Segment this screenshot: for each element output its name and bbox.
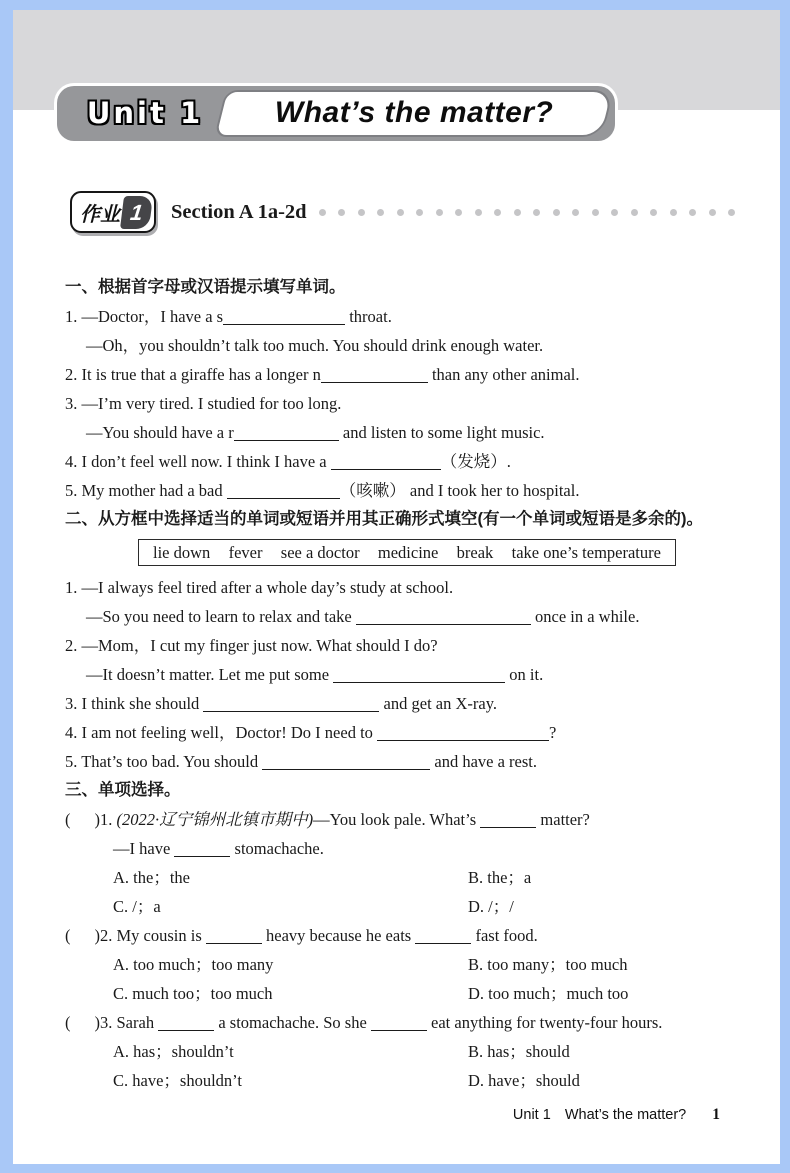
- blank-underline: [158, 1016, 214, 1031]
- exercise-line: [65, 331, 773, 360]
- exercise-line: [65, 1008, 773, 1037]
- exercise-line: [65, 476, 773, 505]
- exercise-line: [65, 389, 773, 418]
- line-text: 3. —I’m very tired. I studied for too long.: [65, 394, 342, 413]
- line-text: than any other animal.: [427, 365, 580, 384]
- options-grid: [113, 1037, 773, 1095]
- word-box-item: see a doctor: [280, 542, 360, 562]
- worksheet-page: [13, 10, 780, 1164]
- line-text: throat.: [345, 307, 392, 326]
- line-text: (: [65, 810, 71, 829]
- line-text: —You look pale. What’s: [313, 810, 481, 829]
- dot: [553, 209, 560, 216]
- line-text: 4. I don’t feel well now. I think I have a: [65, 452, 331, 471]
- dot: [514, 209, 521, 216]
- line-text: （咳嗽） and I took her to hospital.: [339, 481, 580, 500]
- line-text: and listen to some light music.: [338, 423, 545, 442]
- homework-badge-label: 作业: [80, 203, 120, 226]
- dot: [572, 209, 579, 216]
- dot: [670, 209, 677, 216]
- word-box-item: medicine: [377, 542, 439, 562]
- option-cell: C. have；shouldn’t: [113, 1071, 242, 1090]
- blank-underline: [223, 310, 345, 325]
- word-box-item: take one’s temperature: [511, 542, 661, 562]
- options-grid: [113, 950, 773, 1008]
- dot: [592, 209, 599, 216]
- word-box-item: fever: [228, 542, 263, 562]
- exercise-heading: 三、单项选择。: [65, 781, 181, 799]
- line-text: —I have: [113, 839, 175, 858]
- line-text: stomachache.: [230, 839, 324, 858]
- page-footer: [513, 1106, 720, 1124]
- line-text: (: [65, 926, 71, 945]
- blank-underline: [234, 426, 339, 441]
- blank-underline: [333, 668, 505, 683]
- choice-bracket-gap: [71, 940, 95, 941]
- footer-page-number: 1: [712, 1106, 720, 1123]
- dot: [475, 209, 482, 216]
- option-cell: B. has；should: [468, 1042, 570, 1061]
- footer-title: What’s the matter?: [564, 1107, 687, 1123]
- line-text: matter?: [536, 810, 590, 829]
- blank-underline: [227, 484, 340, 499]
- option-cell: A. has；shouldn’t: [113, 1042, 234, 1061]
- dot: [650, 209, 657, 216]
- option-cell: C. much too；too much: [113, 984, 273, 1003]
- word-box: [138, 539, 676, 566]
- line-text: once in a while.: [530, 607, 640, 626]
- line-text: 1. —Doctor，I have a s: [65, 307, 224, 326]
- line-text: on it.: [505, 665, 544, 684]
- dot: [436, 209, 443, 216]
- line-text: 1. —I always feel tired after a whole day’s study at school.: [65, 578, 454, 597]
- blank-underline: [356, 610, 531, 625]
- line-text: heavy because he eats: [261, 926, 416, 945]
- line-text: —So you need to learn to relax and take: [86, 607, 356, 626]
- exercise-line: [65, 747, 773, 776]
- option-cell: B. too many；too much: [468, 955, 628, 974]
- dot: [416, 209, 423, 216]
- dot: [709, 209, 716, 216]
- line-text: (: [65, 1013, 71, 1032]
- exercise-heading: 一、根据首字母或汉语提示填写单词。: [65, 278, 346, 296]
- line-text: 5. My mother had a bad: [65, 481, 227, 500]
- blank-underline: [480, 813, 536, 828]
- dot: [319, 209, 326, 216]
- line-text: fast food.: [471, 926, 538, 945]
- word-box-item: break: [456, 542, 494, 562]
- exercise-line: [65, 660, 773, 689]
- unit-number-label: Unit 1: [86, 96, 204, 130]
- line-text: 4. I am not feeling well，Doctor! Do I need to: [65, 723, 378, 742]
- blank-underline: [331, 455, 441, 470]
- section-title: Section A 1a-2d: [171, 200, 307, 223]
- line-text: （发烧）.: [440, 452, 511, 471]
- blank-underline: [415, 929, 471, 944]
- exercise-line: [65, 360, 773, 389]
- dot: [358, 209, 365, 216]
- exercise-area: [65, 273, 773, 1095]
- choice-bracket-gap: [71, 824, 95, 825]
- blank-underline: [174, 842, 230, 857]
- blank-underline: [203, 697, 379, 712]
- exercise-line: [65, 302, 773, 331]
- dot: [377, 209, 384, 216]
- exercise-line: [65, 573, 773, 602]
- unit-title: What’s the matter?: [274, 96, 554, 129]
- footer-unit: Unit 1: [512, 1107, 551, 1123]
- exercise-heading: 二、从方框中选择适当的单词或短语并用其正确形式填空(有一个单词或短语是多余的)。: [65, 510, 703, 528]
- dotted-rule: [319, 207, 742, 217]
- blank-underline: [377, 726, 549, 741]
- option-cell: D. too much；much too: [468, 984, 629, 1003]
- dot: [611, 209, 618, 216]
- homework-badge-number: 1: [120, 196, 153, 229]
- dot: [455, 209, 462, 216]
- option-cell: A. too much；too many: [113, 955, 274, 974]
- option-cell: A. the；the: [113, 868, 190, 887]
- line-text: ?: [549, 723, 557, 742]
- word-box-item: lie down: [153, 542, 211, 562]
- dot: [728, 209, 735, 216]
- line-text: )3. Sarah: [94, 1013, 159, 1032]
- exercise-line: [65, 602, 773, 631]
- dot: [533, 209, 540, 216]
- blank-underline: [371, 1016, 427, 1031]
- line-text: )2. My cousin is: [94, 926, 206, 945]
- exercise-line: [65, 921, 773, 950]
- homework-strip: [70, 189, 742, 235]
- line-text: —You should have a r: [86, 423, 234, 442]
- line-text: —It doesn’t matter. Let me put some: [86, 665, 334, 684]
- exercise-line: [65, 689, 773, 718]
- dot: [631, 209, 638, 216]
- line-text: and get an X-ray.: [379, 694, 498, 713]
- exercise-line: [65, 631, 773, 660]
- exercise-line: [65, 418, 773, 447]
- line-text: 5. That’s too bad. You should: [65, 752, 263, 771]
- option-cell: C. /；a: [113, 897, 161, 916]
- blank-underline: [321, 368, 428, 383]
- line-text: 3. I think she should: [65, 694, 204, 713]
- dot: [689, 209, 696, 216]
- dot: [338, 209, 345, 216]
- exercise-line: [65, 805, 773, 834]
- blank-underline: [262, 755, 430, 770]
- homework-badge: [70, 191, 156, 233]
- dot: [397, 209, 404, 216]
- line-text: and have a rest.: [430, 752, 538, 771]
- option-cell: D. /；/: [468, 897, 514, 916]
- option-cell: D. have；should: [468, 1071, 580, 1090]
- unit-banner: [57, 86, 615, 141]
- blank-underline: [206, 929, 262, 944]
- line-text: )1.: [94, 810, 117, 829]
- option-cell: B. the；a: [468, 868, 532, 887]
- options-grid: [113, 863, 773, 921]
- line-text: 2. —Mom，I cut my finger just now. What should I do?: [65, 636, 438, 655]
- exercise-line: [65, 834, 773, 863]
- line-text: a stomachache. So she: [214, 1013, 371, 1032]
- line-text: (2022·辽宁锦州北镇市期中): [116, 810, 314, 829]
- choice-bracket-gap: [71, 1027, 95, 1028]
- line-text: —Oh，you shouldn’t talk too much. You should drink enough water.: [86, 336, 544, 355]
- line-text: eat anything for twenty-four hours.: [426, 1013, 663, 1032]
- line-text: 2. It is true that a giraffe has a longer n: [65, 365, 321, 384]
- dot: [494, 209, 501, 216]
- exercise-line: [65, 447, 773, 476]
- exercise-line: [65, 718, 773, 747]
- unit-title-panel: [214, 90, 614, 137]
